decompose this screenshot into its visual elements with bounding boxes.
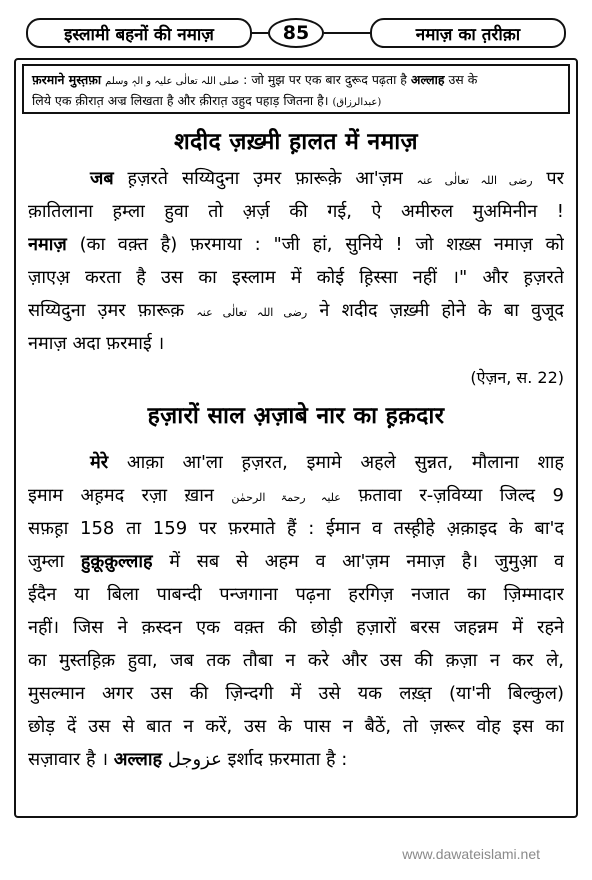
section-body-2 xyxy=(28,446,564,776)
line-text-end: फ़तावा र-ज़विय्या जिल्द 9 xyxy=(340,485,564,506)
text-line xyxy=(28,578,564,611)
line-text: का मुस्तह़िक़ हुवा, जब तक तौबा न करे और उस की क़ज़ा न कर ले, xyxy=(28,650,564,671)
section-title-1: शदीद ज़ख़्मी ह़ालत में नमाज़ xyxy=(174,129,418,155)
line-text: सय्यिदुना उ़मर फ़ारूक़ xyxy=(28,300,197,321)
line-text-end: عزوجل इर्शाद फ़रमाता है : xyxy=(162,749,348,770)
line-text: ईदैन या बिला पाबन्दी पन्जगाना पढ़ना हरगिज़ नजात का ज़िम्मादार xyxy=(28,584,564,605)
text-line xyxy=(28,228,564,261)
website-footer: www.dawateislami.net xyxy=(402,846,540,862)
text-line xyxy=(28,545,564,578)
text-line xyxy=(28,479,564,512)
line-text: जुम्ला xyxy=(28,551,81,572)
line-text: आक़ा आ'ला ह़ज़रत, इमामे अहले सुन्नत, मौलाना शाह xyxy=(108,452,564,473)
allah-word: अल्लाह xyxy=(410,72,445,87)
book-title: इस्लामी बहनों की नमाज़ xyxy=(26,18,252,48)
inline-term: رضی اللہ تعالٰی عنہ xyxy=(196,306,308,319)
line-text: मुसल्मान अगर उस की ज़िन्दगी में उसे यक लख़्त़ (या'नी बिल्कुल) xyxy=(28,683,564,704)
line-text: सज़ावार है । xyxy=(28,749,114,770)
hadith-text-2: लिये एक क़ीरात़ अज्र लिखता है और क़ीरात़ उहुद पहाड़ जितना है। xyxy=(32,93,329,108)
reference: (ऐज़न, स. 22) xyxy=(470,368,564,387)
section-title-2: हज़ारों साल अ़ज़ाबे नार का ह़क़दार xyxy=(147,403,445,429)
section-body-1 xyxy=(28,162,564,360)
line-text-end: पर xyxy=(532,168,564,189)
line-text: इमाम अह़मद रज़ा ख़ान xyxy=(28,485,232,506)
hadith-box xyxy=(22,64,570,114)
inline-term: अल्लाह xyxy=(113,749,163,770)
page-header xyxy=(14,18,578,52)
text-line xyxy=(28,677,564,710)
bold-lead-word: जब xyxy=(90,168,114,189)
line-text: नमाज़ अदा फ़रमाई । xyxy=(28,333,165,354)
text-line xyxy=(28,512,564,545)
bold-lead-word: नमाज़ xyxy=(28,234,67,255)
line-text: नहीं। जिस ने क़स्दन एक वक़्त की छोड़ी हज़ारों बरस जहन्नम में रहने xyxy=(28,617,564,638)
hadith-text-1-end: उस के xyxy=(448,72,478,87)
text-line xyxy=(28,195,564,228)
text-line xyxy=(28,446,564,479)
hadith-text-1: : जो मुझ पर एक बार दुरूद पढ़ता है xyxy=(243,72,407,87)
header-rule-left xyxy=(252,32,268,34)
text-line xyxy=(28,327,564,360)
line-text: ज़ाएअ़ करता है उस का इस्लाम में कोई ह़िस्सा नहीं ।" और ह़ज़रते xyxy=(28,267,564,288)
line-text: ह़ज़रते सय्यिदुना उ़मर फ़ारूक़े आ'ज़म xyxy=(113,168,417,189)
text-line xyxy=(28,710,564,743)
header-rule-right xyxy=(324,32,370,34)
honorific-text: صلی اللہ تعالٰی علیہ و الہٖ وسلم xyxy=(105,76,240,87)
line-text: सफ़ह़ा 158 ता 159 पर फ़रमाते हैं : ईमान व तस्ह़ीहे अ़क़ाइद के बा'द xyxy=(28,518,564,539)
line-text: क़ातिलाना ह़म्ला हुवा तो अ़र्ज़ की गई, ऐ अमीरुल मुअमिनीन ! xyxy=(28,201,564,222)
page-number: 85 xyxy=(268,18,324,48)
text-line xyxy=(28,644,564,677)
bold-lead-word: मेरे xyxy=(90,452,109,473)
inline-term: علیہ رحمۃ الرحمٰن xyxy=(231,491,341,504)
chapter-title: नमाज़ का त़रीक़ा xyxy=(370,18,566,48)
text-line xyxy=(28,611,564,644)
line-text: (का वक़्त है) फ़रमाया : "जी हां, सुनिये ! जो शख़्स नमाज़ को xyxy=(66,234,564,255)
inline-term: رضی اللہ تعالٰی عنہ xyxy=(416,174,533,187)
line-text: छोड़ दें उस से बात न करें, उस के पास न बैठें, तो ज़रूर वोह इस का xyxy=(28,716,564,737)
hadith-source: (عبدالرزاق) xyxy=(332,97,382,108)
line-text-end: ने शदीद ज़ख़्मी होने के बा वुजूद xyxy=(307,300,564,321)
line-text-end: में सब से अहम व आ'ज़म नमाज़ है। जुमुआ़ व xyxy=(152,551,564,572)
text-line xyxy=(28,743,564,776)
text-line xyxy=(28,294,564,327)
hadith-label: फ़रमाने मुस्त़फ़ा xyxy=(32,72,102,87)
text-line xyxy=(28,261,564,294)
text-line xyxy=(28,162,564,195)
inline-term: हुक़ूक़ुल्लाह xyxy=(80,551,153,572)
